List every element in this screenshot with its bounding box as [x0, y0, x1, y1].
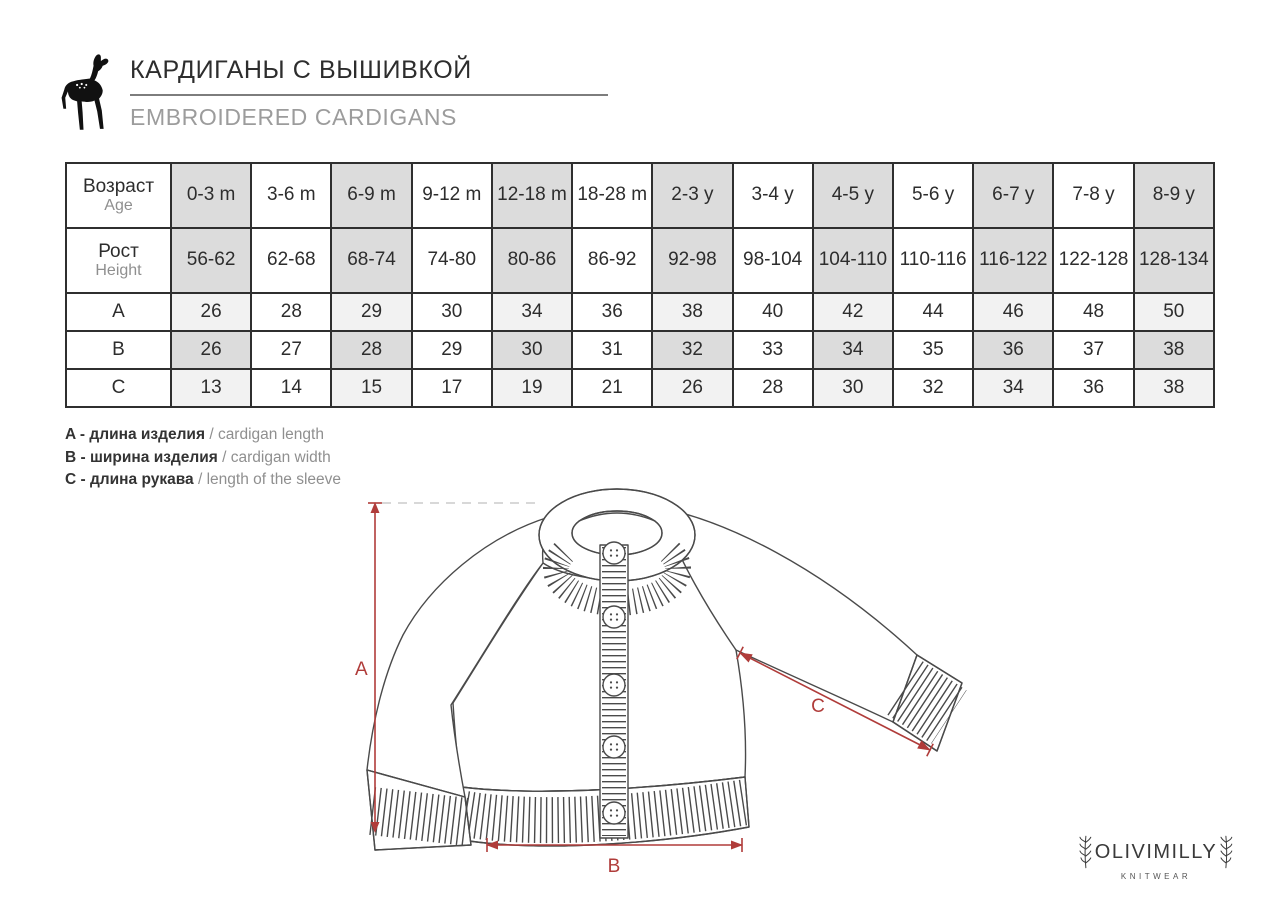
table-row — [66, 293, 1214, 331]
table-cell: 86-92 — [572, 228, 652, 293]
table-cell: 15 — [331, 369, 411, 407]
table-cell: 3-4 y — [733, 163, 813, 228]
row-header: A — [66, 293, 171, 331]
table-cell: 29 — [412, 331, 492, 369]
table-cell: 36 — [973, 331, 1053, 369]
table-cell: 4-5 y — [813, 163, 893, 228]
table-cell: 30 — [412, 293, 492, 331]
label-c: C — [811, 696, 825, 717]
table-cell: 31 — [572, 331, 652, 369]
table-cell: 14 — [251, 369, 331, 407]
table-cell: 46 — [973, 293, 1053, 331]
table-cell: 36 — [1053, 369, 1133, 407]
title-divider — [130, 94, 608, 96]
table-cell: 40 — [733, 293, 813, 331]
table-cell: 17 — [412, 369, 492, 407]
table-cell: 110-116 — [893, 228, 973, 293]
cardigan-drawing — [367, 489, 962, 850]
row-header: Рост Height — [66, 228, 171, 293]
table-cell: 44 — [893, 293, 973, 331]
table-cell: 48 — [1053, 293, 1133, 331]
table-cell: 128-134 — [1134, 228, 1214, 293]
label-b: B — [607, 856, 621, 877]
table-cell: 19 — [492, 369, 572, 407]
size-table — [65, 162, 1215, 408]
table-cell: 34 — [492, 293, 572, 331]
table-cell: 37 — [1053, 331, 1133, 369]
table-cell: 5-6 y — [893, 163, 973, 228]
table-cell: 30 — [813, 369, 893, 407]
table-cell: 6-9 m — [331, 163, 411, 228]
legend-item-b: B - ширина изделия / cardigan width — [65, 448, 331, 466]
table-row — [66, 369, 1214, 407]
size-table-body — [66, 163, 1214, 407]
table-cell: 29 — [331, 293, 411, 331]
table-cell: 34 — [973, 369, 1053, 407]
row-header: C — [66, 369, 171, 407]
brand-subtitle: KNITWEAR — [1120, 872, 1192, 881]
table-cell: 28 — [331, 331, 411, 369]
table-cell: 28 — [733, 369, 813, 407]
table-cell: 56-62 — [171, 228, 251, 293]
table-cell: 7-8 y — [1053, 163, 1133, 228]
table-cell: 6-7 y — [973, 163, 1053, 228]
table-row — [66, 331, 1214, 369]
table-cell: 92-98 — [652, 228, 732, 293]
brand-logo — [1078, 834, 1234, 881]
cardigan-diagram — [345, 475, 995, 905]
table-cell: 50 — [1134, 293, 1214, 331]
table-cell: 13 — [171, 369, 251, 407]
table-cell: 33 — [733, 331, 813, 369]
row-header: B — [66, 331, 171, 369]
brand-name: OLIVIMILLY — [1094, 840, 1218, 863]
table-cell: 12-18 m — [492, 163, 572, 228]
table-row — [66, 163, 1214, 228]
table-cell: 74-80 — [412, 228, 492, 293]
table-cell: 42 — [813, 293, 893, 331]
table-cell: 9-12 m — [412, 163, 492, 228]
table-cell: 26 — [171, 331, 251, 369]
table-cell: 32 — [652, 331, 732, 369]
title-english: EMBROIDERED CARDIGANS — [130, 104, 457, 130]
table-cell: 8-9 y — [1134, 163, 1214, 228]
laurel-right-icon — [1220, 834, 1234, 870]
table-cell: 26 — [652, 369, 732, 407]
table-cell: 27 — [251, 331, 331, 369]
page-header — [130, 56, 608, 131]
table-cell: 0-3 m — [171, 163, 251, 228]
table-cell: 116-122 — [973, 228, 1053, 293]
table-cell: 34 — [813, 331, 893, 369]
table-cell: 104-110 — [813, 228, 893, 293]
label-a: A — [355, 659, 368, 680]
table-cell: 68-74 — [331, 228, 411, 293]
title-russian: КАРДИГАНЫ С ВЫШИВКОЙ — [130, 56, 472, 84]
row-header: Возраст Age — [66, 163, 171, 228]
measurement-legend — [65, 424, 341, 492]
table-cell: 21 — [572, 369, 652, 407]
table-cell: 32 — [893, 369, 973, 407]
table-cell: 36 — [572, 293, 652, 331]
table-cell: 18-28 m — [572, 163, 652, 228]
deer-icon — [57, 52, 121, 138]
legend-item-c: C - длина рукава / length of the sleeve — [65, 471, 342, 488]
table-cell: 122-128 — [1053, 228, 1133, 293]
table-cell: 26 — [171, 293, 251, 331]
table-cell: 62-68 — [251, 228, 331, 293]
table-cell: 3-6 m — [251, 163, 331, 228]
legend-item-a: A - длина изделия / cardigan length — [65, 426, 324, 443]
table-cell: 30 — [492, 331, 572, 369]
table-cell: 38 — [652, 293, 732, 331]
table-cell: 80-86 — [492, 228, 572, 293]
table-cell: 38 — [1134, 331, 1214, 369]
table-row — [66, 228, 1214, 293]
laurel-left-icon — [1078, 834, 1092, 870]
table-cell: 35 — [893, 331, 973, 369]
table-cell: 98-104 — [733, 228, 813, 293]
table-cell: 38 — [1134, 369, 1214, 407]
table-cell: 28 — [251, 293, 331, 331]
table-cell: 2-3 y — [652, 163, 732, 228]
